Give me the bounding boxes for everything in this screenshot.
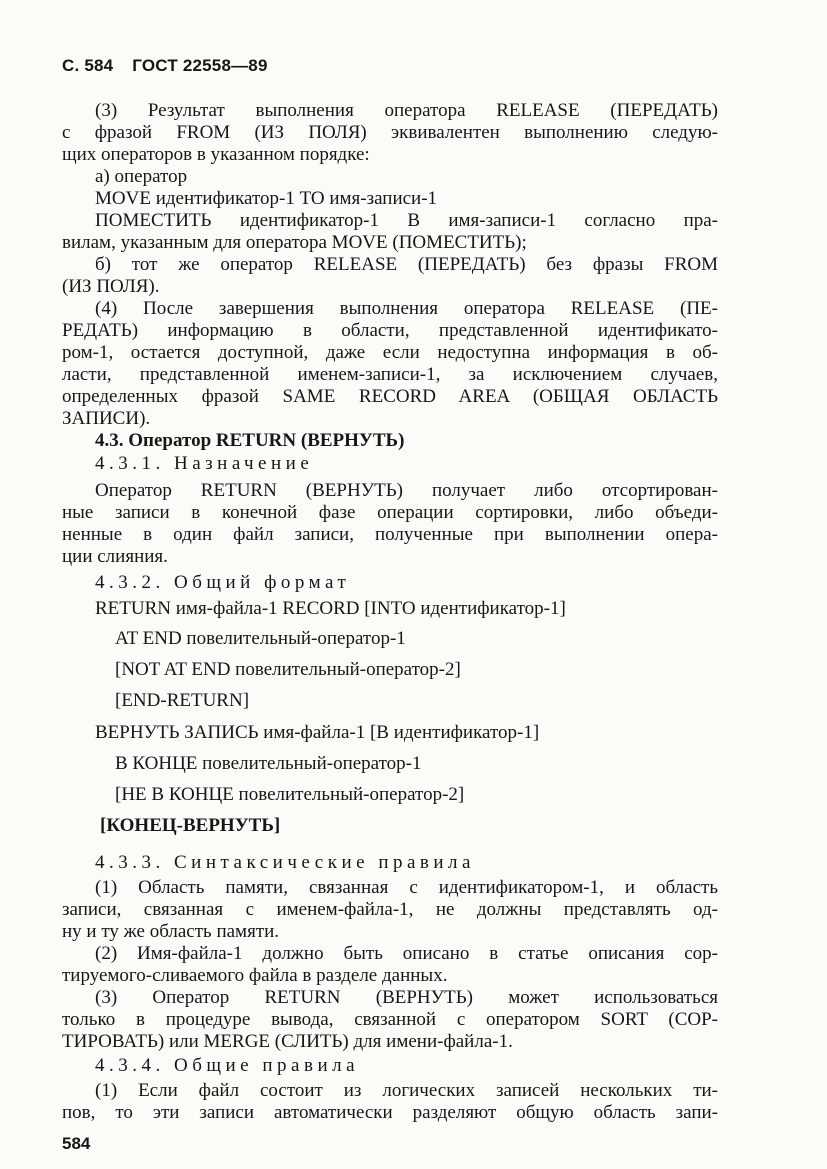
text-line: щих операторов в указанном порядке: xyxy=(62,144,370,165)
text-line: записи, связанная с именем-файла-1, не должны представлять од- xyxy=(62,899,718,920)
text-line: ТИРОВАТЬ) или MERGE (СЛИТЬ) для имени-файла-1. xyxy=(62,1031,513,1052)
format-line: В КОНЦЕ повелительный-оператор-1 xyxy=(115,753,422,774)
text-line: пов, то эти записи автоматически разделяют общую область запи- xyxy=(62,1102,718,1123)
text-line: ласти, представленной именем-записи-1, за исключением случаев, xyxy=(62,364,718,385)
text-line: Оператор RETURN (ВЕРНУТЬ) получает либо отсортирован- xyxy=(95,480,718,501)
text-line: ЗАПИСИ). xyxy=(62,408,151,429)
page-label: С. 584 xyxy=(62,56,114,75)
subsection-heading: 4.3.3. Синтаксические правила xyxy=(95,852,475,873)
text-line: ции слияния. xyxy=(62,546,168,567)
text-line: тируемого-сливаемого файла в разделе данных. xyxy=(62,965,448,986)
text-line: (1) Если файл состоит из логических записей нескольких ти- xyxy=(95,1080,718,1101)
format-line: [КОНЕЦ-ВЕРНУТЬ] xyxy=(100,815,281,836)
format-line: RETURN имя-файла-1 RECORD [INTO идентификатор-1] xyxy=(95,598,566,619)
subsection-heading: 4.3.1. Назначение xyxy=(95,453,314,474)
text-line: только в процедуре вывода, связанной с оператором SORT (СОР- xyxy=(62,1009,718,1030)
text-line: б) тот же оператор RELEASE (ПЕРЕДАТЬ) без фразы FROM xyxy=(95,254,718,275)
format-line: [NOT AT END повелительный-оператор-2] xyxy=(115,659,461,680)
text-line: ные записи в конечной фазе операции сортировки, либо объеди- xyxy=(62,502,718,523)
text-line: (1) Область памяти, связанная с идентификатором-1, и область xyxy=(95,877,718,898)
text-line: (4) После завершения выполнения оператора RELEASE (ПЕ- xyxy=(95,298,718,319)
subsection-heading: 4.3.2. Общий формат xyxy=(95,572,351,593)
text-line: вилам, указанным для оператора MOVE (ПОМЕСТИТЬ); xyxy=(62,232,527,253)
text-line: (2) Имя-файла-1 должно быть описано в статье описания сор- xyxy=(95,943,718,964)
section-heading: 4.3. Оператор RETURN (ВЕРНУТЬ) xyxy=(95,430,405,451)
standard-number: ГОСТ 22558—89 xyxy=(132,56,268,75)
text-line: ненные в один файл записи, полученные при выполнении опера- xyxy=(62,524,718,545)
text-line: (ИЗ ПОЛЯ). xyxy=(62,276,160,297)
format-line: ВЕРНУТЬ ЗАПИСЬ имя-файла-1 [В идентификатор-1] xyxy=(95,722,540,743)
page-header xyxy=(62,56,282,76)
format-line: [НЕ В КОНЦЕ повелительный-оператор-2] xyxy=(115,784,465,805)
text-line: ром-1, остается доступной, даже если недоступна информация в об- xyxy=(62,342,718,363)
text-line: (3) Оператор RETURN (ВЕРНУТЬ) может использоваться xyxy=(95,987,718,1008)
text-line: (3) Результат выполнения оператора RELEASE (ПЕРЕДАТЬ) xyxy=(95,100,718,121)
text-line: с фразой FROM (ИЗ ПОЛЯ) эквивалентен выполнению следую- xyxy=(62,122,718,143)
format-line: [END-RETURN] xyxy=(115,690,250,711)
format-line: AT END повелительный-оператор-1 xyxy=(115,628,406,649)
text-line: ну и ту же область памяти. xyxy=(62,921,280,942)
text-line: определенных фразой SAME RECORD AREA (ОБЩАЯ ОБЛАСТЬ xyxy=(62,386,718,407)
text-line: РЕДАТЬ) информацию в области, представленной идентификато- xyxy=(62,320,718,341)
text-line: MOVE идентификатор-1 TO имя-записи-1 xyxy=(95,188,438,209)
page-number: 584 xyxy=(62,1134,91,1153)
text-line: а) оператор xyxy=(95,166,188,187)
subsection-heading: 4.3.4. Общие правила xyxy=(95,1055,360,1076)
text-line: ПОМЕСТИТЬ идентификатор-1 В имя-записи-1 согласно пра- xyxy=(95,210,718,231)
